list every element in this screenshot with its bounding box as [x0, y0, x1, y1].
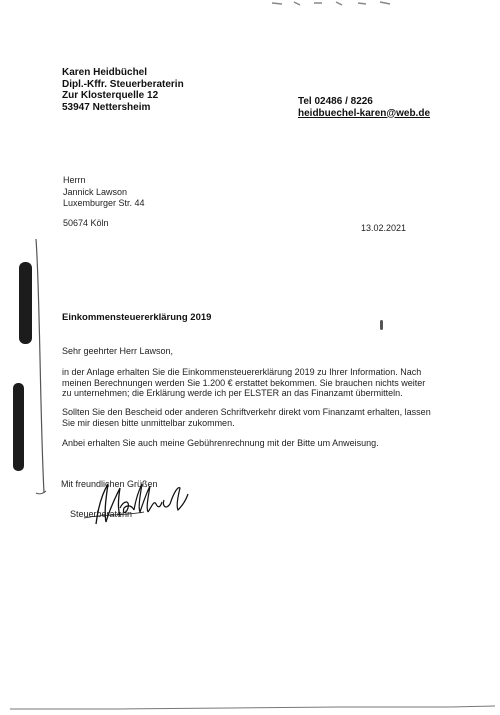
letter-subject: Einkommensteuererklärung 2019	[62, 312, 212, 323]
sender-block	[62, 67, 184, 113]
sender-city: 53947 Nettersheim	[62, 101, 151, 113]
letter-date: 13.02.2021	[361, 223, 407, 233]
recipient-salutation-line: Herrn	[63, 175, 86, 185]
scan-bottom-line	[0, 700, 500, 715]
letter-salutation: Sehr geehrter Herr Lawson,	[62, 346, 174, 356]
recipient-street: Luxemburger Str. 44	[63, 198, 145, 209]
letter-closing: Mit freundlichen Grüßen	[61, 479, 158, 489]
body-paragraph-2	[62, 407, 431, 428]
punch-hole-mark-upper	[19, 262, 32, 344]
sender-street: Zur Klosterquelle 12	[62, 90, 159, 101]
punch-hole-mark-lower	[13, 383, 24, 471]
contact-block	[298, 96, 430, 119]
contact-email: heidbuechel-karen@web.de	[298, 107, 431, 119]
sender-name: Karen Heidbüchel	[62, 67, 148, 78]
handwritten-signature	[82, 478, 192, 528]
body-paragraph-1	[62, 367, 425, 399]
signature-role: Steuerberaterin	[70, 509, 133, 519]
scan-top-smudge	[270, 0, 400, 8]
body-line: Sie mir diesen bitte unmittelbar zukommen.	[62, 417, 235, 428]
body-line: Anbei erhalten Sie auch meine Gebührenrechnung mit der Bitte um Anweisung.	[62, 438, 379, 448]
recipient-city: 50674 Köln	[63, 218, 109, 228]
recipient-block	[63, 175, 145, 210]
body-paragraph-3	[62, 438, 379, 449]
sender-title: Dipl.-Kffr. Steuerberaterin	[62, 78, 184, 90]
recipient-name: Jannick Lawson	[63, 186, 128, 197]
body-line: meinen Berechnungen werden Sie 1.200 € erstattet bekommen. Sie brauchen nichts weiter	[62, 377, 426, 388]
body-line: in der Anlage erhalten Sie die Einkommensteuererklärung 2019 zu Ihrer Information. Nach	[62, 367, 422, 377]
body-line: Sollten Sie den Bescheid oder anderen Schriftverkehr direkt vom Finanzamt erhalten, lassen	[62, 407, 431, 417]
scan-speck	[380, 320, 383, 330]
body-line: zu unternehmen; die Erklärung werde ich per ELSTER an das Finanzamt übermitteln.	[62, 388, 403, 398]
contact-phone: Tel 02486 / 8226	[298, 96, 373, 107]
